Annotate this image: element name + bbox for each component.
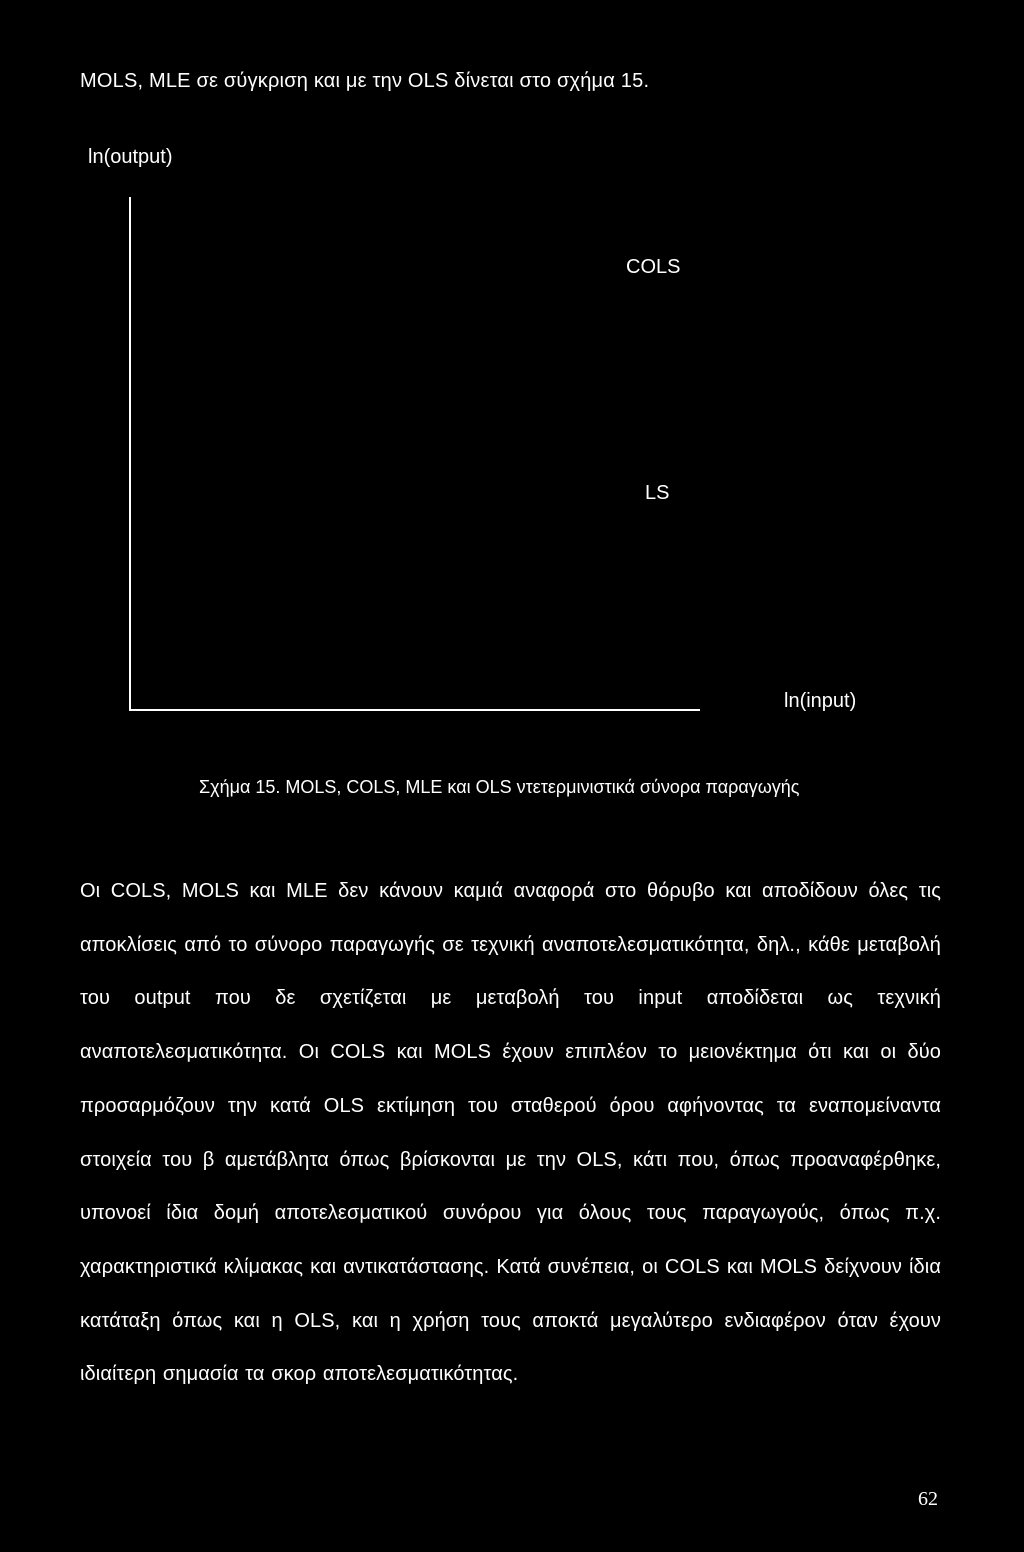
cols-curve-label: COLS — [626, 256, 681, 278]
ls-curve-label: LS — [645, 482, 670, 504]
page-number: 62 — [918, 1488, 938, 1510]
x-axis-line — [129, 709, 700, 711]
body-paragraph: Οι COLS, MOLS και MLE δεν κάνουν καμιά αναφορά στο θόρυβο και αποδίδουν όλες τις αποκλίσεις από το σύνορο παραγωγής σε τεχνική αναποτελεσματικότητα, δηλ., κάθε μεταβολή του output που δε σχετίζεται με μεταβολή του input αποδίδεται ως τεχνική αναποτελεσματικότητα. Οι COLS και MOLS έχουν επιπλέον το μειονέκτημα ότι και οι δύο προσαρμόζουν την κατά OLS εκτίμηση του σταθερού όρου αφήνοντας τα εναπομείναντα στοιχεία του β αμετάβλητα όπως βρίσκονται με την OLS, κάτι που, όπως προαναφέρθηκε, υπονοεί ίδια δομή αποτελεσματικού συνόρου για όλους τους παραγωγούς, όπως π.χ. χαρακτηριστικά κλίμακας και αντικατάστασης. Κατά συνέπεια, οι COLS και MOLS δείχνουν ίδια κατάταξη όπως και η OLS, και η χρήση τους αποκτά μεγαλύτερο ενδιαφέρον όταν έχουν ιδιαίτερη σημασία τα σκορ αποτελεσματικότητας. — [80, 880, 941, 1386]
x-axis-label: ln(input) — [784, 690, 857, 712]
figure-caption: Σχήμα 15. MOLS, COLS, MLE και OLS ντετερμινιστικά σύνορα παραγωγής — [199, 777, 800, 797]
y-axis-label: ln(output) — [88, 146, 173, 168]
y-axis-line — [129, 197, 131, 711]
intro-text: MOLS, MLE σε σύγκριση και με την OLS δίνεται στο σχήμα 15. — [80, 70, 650, 92]
